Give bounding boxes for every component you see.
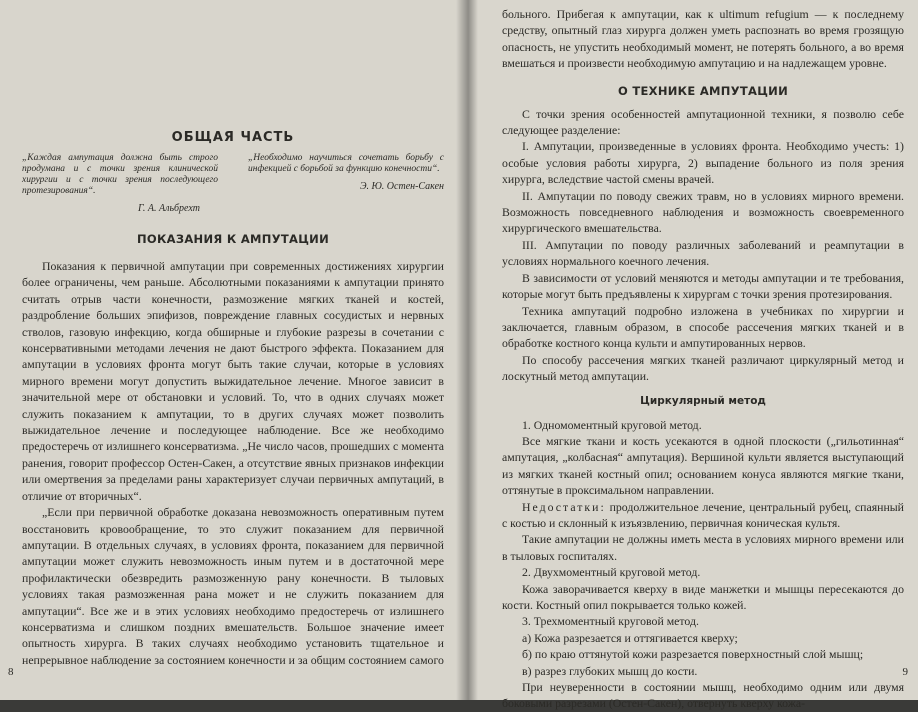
paragraph: а) Кожа разрезается и оттягивается кверху; <box>522 630 738 645</box>
drawbacks-label: Недостатки: <box>522 499 606 514</box>
paragraph: С точки зрения особенностей ампутационной техники, я позволю себе следующее разделение: <box>502 106 904 138</box>
left-page <box>0 0 466 700</box>
epigraph-albrecht <box>22 153 218 214</box>
book-gutter <box>456 0 478 700</box>
paragraph: Кожа заворачивается кверху в виде манжетки и мышцы пересекаются до кости. Костный опил покрывается только кожей. <box>502 581 904 612</box>
paragraph: больного. Прибегая к ампутации, как к ultimum refugium — к последнему средству, опытный глаз хирурга должен уметь распознать во время грозящую опасность, не упустить необходимый момент, не потерять больного, а во время вмешаться и произвести необходимую ампутацию и на надлежащем уровне. <box>502 7 904 71</box>
drawbacks-text: продолжительное лечение, центральный рубец, спаянный с костью и склонный к изъязвлению, первичная коническая культя. <box>502 499 904 530</box>
epigraphs <box>22 153 444 214</box>
paragraph: „Если при первичной обработке доказана невозможность оперативным путем восстановить кровообращение, то это служит показанием для первичной ампутации. В отдельных случаях, в условиях фронта, показанием для первичной ампутации может служить невозможность иным путем и в достаточной мере профилактически обезвредить размозженную рану конечности. В тыловых условиях такая размозженная рана может и не служить показанием для ампутации“. Все же и в этих условиях необходимо предостеречь от излишнего консерватизма и слишком поздних вмешательств. Большое значение имеет опытность хирурга. В таких случаях необходимо установить тщательное и непрерывное наблюдение за состоянием конечности и за общим состоянием самого <box>22 505 444 667</box>
paragraph: В зависимости от условий меняются и методы ампутации и те требования, которые могут быть предъявлены к хирургам с точки зрения протезирования. <box>502 270 904 302</box>
paragraph: 2. Двухмоментный круговой метод. <box>522 565 701 580</box>
part-title: ОБЩАЯ ЧАСТЬ <box>171 130 295 145</box>
paragraph: По способу рассечения мягких тканей различают циркулярный метод и лоскутный метод ампутации. <box>502 352 904 384</box>
page-number: 8 <box>8 666 14 678</box>
paragraph: Все мягкие ткани и кость усекаются в одной плоскости („гильотинная“ ампутация, „колбасная“ ампутация). Вершиной культи является выступающий из мягких тканей костный опил; основанием конуса являются мягкие ткани, оттянутые в проксимальном направлении. <box>502 433 904 498</box>
body-text <box>22 258 444 668</box>
paragraph: в) разрез глубоких мышц до кости. <box>522 663 698 678</box>
paragraph: II. Ампутации по поводу свежих травм, но в условиях мирного времени. Возможность повседневного наблюдения и возможность своевременного хирургического вмешательства. <box>502 188 904 236</box>
paragraph: Показания к первичной ампутации при современных достижениях хирургии более ограничены, чем раньше. Абсолютными показаниями к ампутации принято считать отрыв части конечности, размозжение мягких тканей и костей, раздробление больших эпифизов, повреждение главных сосудистых и нервных стволов, газовую инфекцию, когда обширные и глубокие разрезы в сочетании с консервативными методами лечения не дают быстрого эффекта. Показанием для ампутации в условиях фронта могут быть такие случаи, которые в условиях мирного времени могут допустить выжидательное лечение. Многое зависит в значительной мере от обстановки и условий. То, что в одних случаях может служить показанием к ампутации, то в других случаях может позволить выжидательное лечение и последующее наблюдение. Все же необходимо предостеречь от излишнего консерватизма. „Не число часов, прошедших с момента ранения, говорит профессор Остен-Сакен, а отсутствие явных признаков инфекции или омертвения за пределами раны характеризует случаи первичных ампутаций, в отличие от вторичных“. <box>22 259 444 503</box>
paragraph: б) по краю оттянутой кожи разрезается поверхностный слой мышц; <box>522 647 864 662</box>
epigraph-author: Г. А. Альбрехт <box>137 203 200 214</box>
paragraph: 3. Трехмоментный круговой метод. <box>522 614 699 629</box>
epigraph-text: „Каждая ампутация должна быть строго продумана и с точки зрения клинической хирургии и с точки зрения последующего протезирования“. <box>22 153 218 196</box>
epigraph-osten-saken <box>248 153 444 214</box>
right-page <box>466 0 918 711</box>
paragraph: 1. Одномоментный круговой метод. <box>522 417 702 432</box>
body-text <box>502 417 904 712</box>
paragraph: Техника ампутаций подробно изложена в учебниках по хирургии и заключается, главным образом, в способе рассечения мягких тканей и в обработке костного конца культи и ампутированных нервов. <box>502 303 904 351</box>
paragraph: При неуверенности в состоянии мышц, необходимо одним или двумя боковыми разрезами (Остен-Сакен), отвернуть кверху кожа- <box>502 680 904 711</box>
subsection-title: Циркулярный метод <box>640 394 766 407</box>
body-text <box>502 106 904 385</box>
paragraph: Такие ампутации не должны иметь места в условиях мирного времени или в тыловых госпиталях. <box>502 532 904 563</box>
section-title: ПОКАЗАНИЯ К АМПУТАЦИИ <box>136 232 330 246</box>
paragraph <box>502 499 904 532</box>
epigraph-author: Э. Ю. Остен-Сакен <box>359 181 444 192</box>
paragraph: III. Ампутации по поводу различных заболеваний и реампутации в условиях нормального коечного лечения. <box>502 237 904 269</box>
paragraph: I. Ампутации, произведенные в условиях фронта. Необходимо учесть: 1) особые условия работы хирурга, 2) выпадение больного из поля зрения хирурга, вследствие частой смены врачей. <box>502 139 904 187</box>
epigraph-text: „Необходимо научиться сочетать борьбу с инфекцией с борьбой за функцию конечности“. <box>248 153 444 174</box>
section-title: О ТЕХНИКЕ АМПУТАЦИИ <box>617 83 789 98</box>
page-number: 9 <box>902 666 908 678</box>
body-text <box>502 6 904 72</box>
